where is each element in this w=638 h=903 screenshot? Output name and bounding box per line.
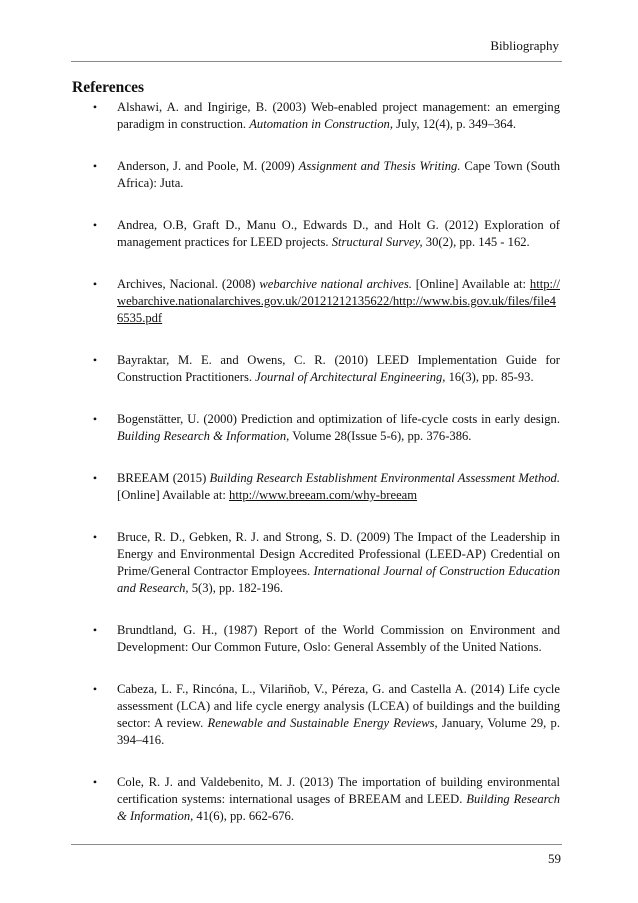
reference-source-title: International Journal of Construction Education and Research, bbox=[117, 564, 560, 595]
reference-source-title: Structural Survey, bbox=[331, 235, 423, 249]
reference-item bbox=[90, 622, 560, 656]
reference-text-segment: BREEAM (2015) bbox=[117, 471, 210, 485]
reference-item bbox=[90, 774, 560, 825]
reference-text-segment: Cole, R. J. and Valdebenito, M. J. (2013) The importation of building environmental certification systems: international usages of BREEAM and LEED. bbox=[117, 775, 560, 806]
bullet-icon: • bbox=[92, 775, 98, 789]
reference-url-link[interactable]: http://www.breeam.com/why-breeam bbox=[229, 488, 418, 502]
reference-text bbox=[117, 277, 560, 325]
reference-text bbox=[117, 775, 560, 823]
reference-item bbox=[90, 276, 560, 327]
reference-text-segment: Anderson, J. and Poole, M. (2009) bbox=[117, 159, 299, 173]
bullet-icon: • bbox=[92, 277, 98, 291]
reference-item bbox=[90, 99, 560, 133]
reference-text-segment: 30(2), pp. 145 - 162. bbox=[422, 235, 530, 249]
reference-text bbox=[117, 218, 560, 249]
reference-text-segment: Cape Town (South Africa): Juta. bbox=[117, 159, 561, 190]
reference-source-title: Automation in Construction, bbox=[249, 117, 394, 131]
reference-item bbox=[90, 411, 560, 445]
bullet-icon: • bbox=[92, 159, 98, 173]
reference-text-segment: 41(6), pp. 662-676. bbox=[193, 809, 295, 823]
references-heading: References bbox=[72, 79, 145, 96]
reference-text bbox=[117, 412, 560, 443]
bullet-icon: • bbox=[92, 218, 98, 232]
reference-text bbox=[117, 682, 560, 747]
reference-text-segment: Archives, Nacional. (2008) bbox=[117, 277, 260, 291]
reference-text-segment: Volume 28(Issue 5-6), pp. 376-386. bbox=[289, 429, 472, 443]
reference-text bbox=[117, 159, 560, 190]
reference-source-title: Assignment and Thesis Writing. bbox=[298, 159, 461, 173]
reference-source-title: Journal of Architectural Engineering, bbox=[255, 370, 446, 384]
header-divider bbox=[71, 61, 562, 62]
reference-list bbox=[90, 99, 560, 850]
reference-text-segment: 5(3), pp. 182-196. bbox=[188, 581, 284, 595]
reference-source-title: Building Research Establishment Environmental Assessment Method. bbox=[209, 471, 560, 485]
bullet-icon: • bbox=[92, 530, 98, 544]
bullet-icon: • bbox=[92, 100, 98, 114]
reference-text bbox=[117, 623, 560, 654]
reference-text-segment: 16(3), pp. 85-93. bbox=[445, 370, 534, 384]
running-header-title: Bibliography bbox=[490, 38, 559, 53]
reference-text-segment: July, 12(4), p. 349–364. bbox=[393, 117, 517, 131]
reference-text bbox=[117, 471, 560, 502]
footer-divider bbox=[71, 844, 562, 845]
reference-item bbox=[90, 529, 560, 597]
page-number: 59 bbox=[548, 851, 561, 866]
reference-text-segment: Andrea, O.B, Graft D., Manu O., Edwards D., and Holt G. (2012) Exploration of management practices for LEED projects. bbox=[117, 218, 560, 249]
reference-text bbox=[117, 530, 560, 595]
reference-source-title: Renewable and Sustainable Energy Reviews, bbox=[207, 716, 438, 730]
reference-item bbox=[90, 158, 560, 192]
reference-item bbox=[90, 470, 560, 504]
reference-item bbox=[90, 681, 560, 749]
reference-text-segment: Bruce, R. D., Gebken, R. J. and Strong, S. D. (2009) The Impact of the Leadership in Energy and Environmental Design Accredited Professional (LEED-AP) Credential on Prime/General Contractor Employees. bbox=[117, 530, 560, 578]
reference-text-segment: [Online] Available at: bbox=[411, 277, 530, 291]
reference-source-title: Building Research & Information, bbox=[117, 429, 290, 443]
bullet-icon: • bbox=[92, 471, 98, 485]
reference-text-segment: Alshawi, A. and Ingirige, B. (2003) Web-enabled project management: an emerging paradigm in construction. bbox=[117, 100, 560, 131]
reference-text-segment: Bogenstätter, U. (2000) Prediction and optimization of life-cycle costs in early design. bbox=[117, 412, 560, 426]
bullet-icon: • bbox=[92, 412, 98, 426]
reference-url-link[interactable]: http://webarchive.nationalarchives.gov.uk/20121212135622/http://www.bis.gov.uk/files/file46535.pdf bbox=[117, 277, 560, 325]
reference-text-segment: Brundtland, G. H., (1987) Report of the World Commission on Environment and Development: Our Common Future, Oslo: General Assembly of the United Nations. bbox=[117, 623, 560, 654]
bullet-icon: • bbox=[92, 682, 98, 696]
reference-text-segment: Cabeza, L. F., Rincóna, L., Vilariñob, V., Péreza, G. and Castella A. (2014) Life cycle assessment (LCA) and life cycle energy analysis (LCEA) of buildings and the building sector: A review. bbox=[117, 682, 560, 730]
reference-item bbox=[90, 352, 560, 386]
bullet-icon: • bbox=[92, 623, 98, 637]
reference-text-segment: Bayraktar, M. E. and Owens, C. R. (2010) LEED Implementation Guide for Construction Practitioners. bbox=[117, 353, 560, 384]
reference-text-segment: [Online] Available at: bbox=[117, 488, 230, 502]
bullet-icon: • bbox=[92, 353, 98, 367]
reference-text bbox=[117, 100, 560, 131]
reference-source-title: webarchive national archives. bbox=[259, 277, 412, 291]
reference-item bbox=[90, 217, 560, 251]
reference-text bbox=[117, 353, 560, 384]
reference-source-title: Building Research & Information, bbox=[117, 792, 560, 823]
reference-text-segment: January, Volume 29, p. 394–416. bbox=[117, 716, 560, 747]
